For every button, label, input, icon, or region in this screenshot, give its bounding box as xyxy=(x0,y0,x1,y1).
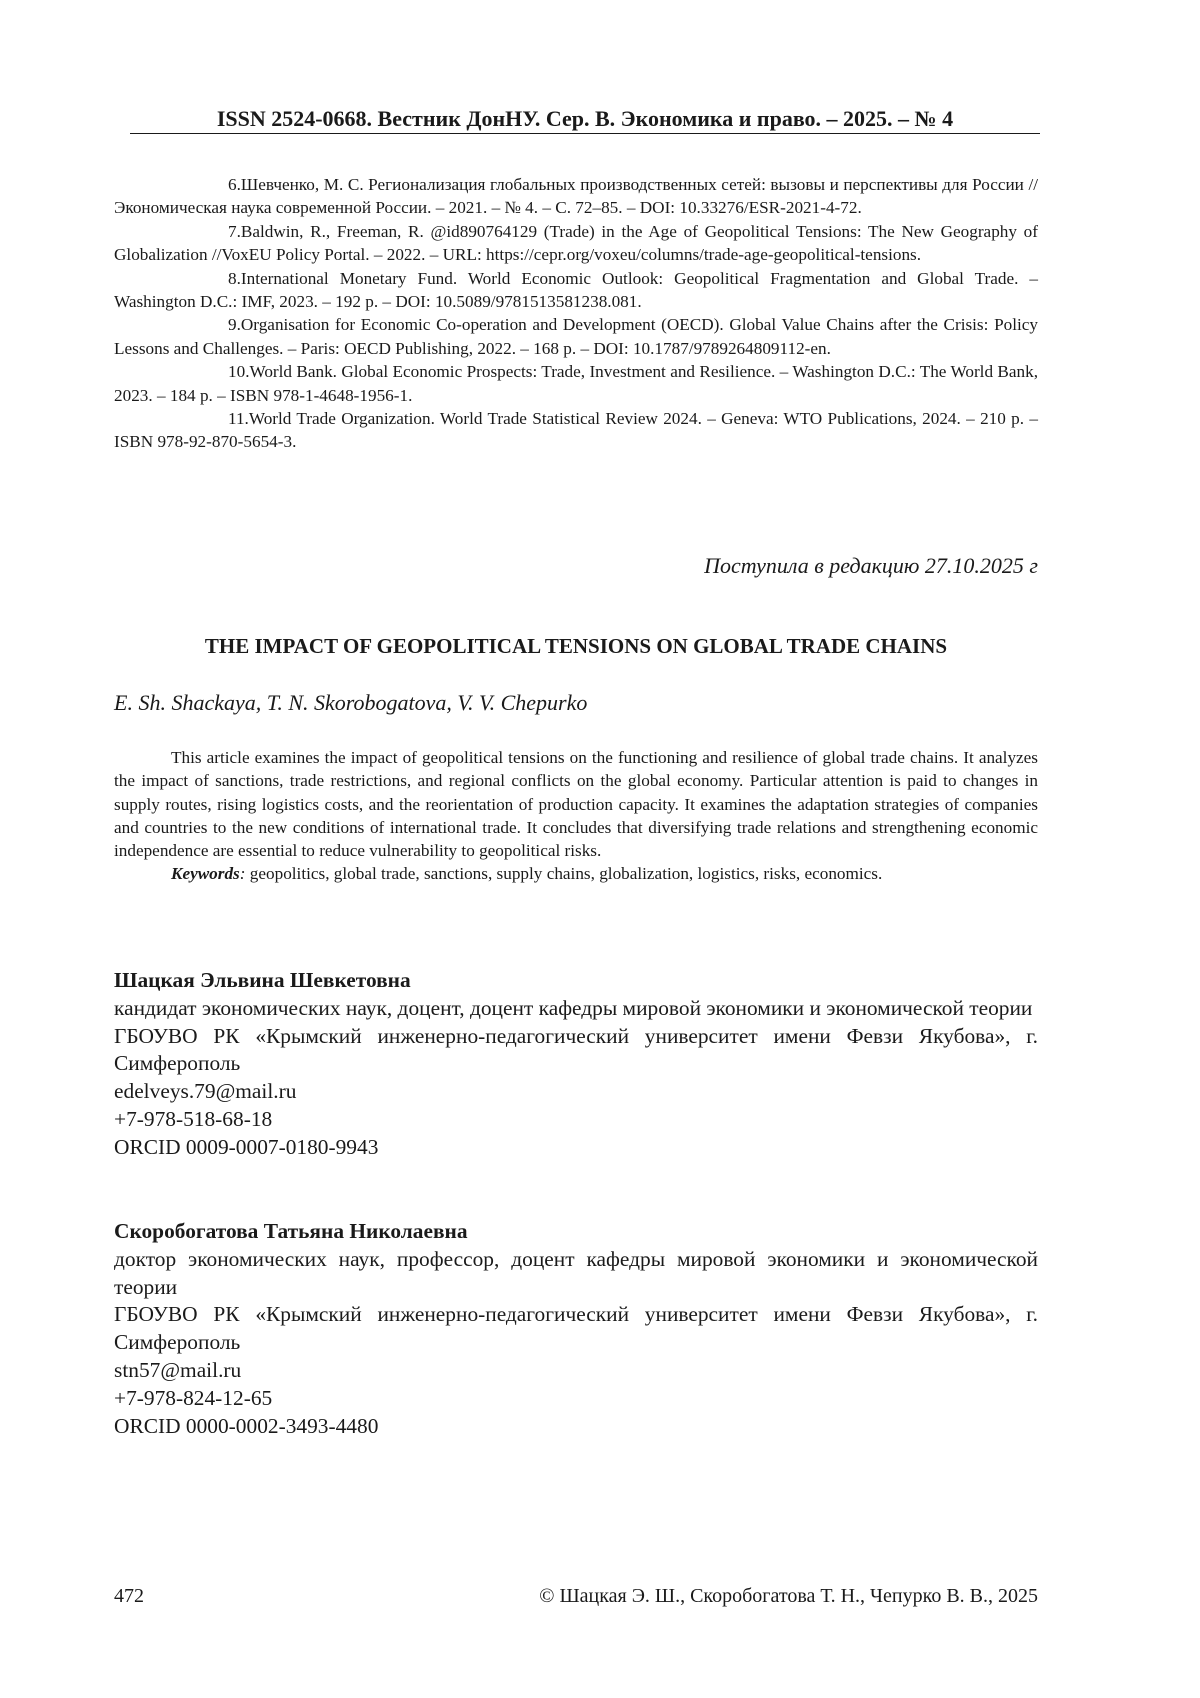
keywords-line xyxy=(114,862,1038,885)
reference-text: Organisation for Economic Co-operation and Development (OECD). Global Value Chains after the Crisis: Policy Lessons and Challenges. – Paris: OECD Publishing, 2022. – 168 p. – DOI: 10.1787/9789264809112-en. xyxy=(114,315,1038,358)
reference-text: World Bank. Global Economic Prospects: Trade, Investment and Resilience. – Washington D.C.: The World Bank, 2023. – 184 p. – ISBN 978-1-4648-1956-1. xyxy=(114,362,1038,405)
author-phone: +7-978-518-68-18 xyxy=(114,1106,273,1131)
header-divider xyxy=(130,133,1040,134)
journal-header: ISSN 2524-0668. Вестник ДонНУ. Сер. В. Экономика и право. – 2025. – № 4 xyxy=(216,106,954,131)
reference-text: International Monetary Fund. World Economic Outlook: Geopolitical Fragmentation and Global Trade. – Washington D.C.: IMF, 2023. – 192 p. – DOI: 10.5089/9781513581238.081. xyxy=(114,268,1038,312)
author-position: доктор экономических наук, профессор, доцент кафедры мировой экономики и экономической теории xyxy=(114,1246,1038,1299)
reference-item xyxy=(114,267,1038,314)
reference-item xyxy=(114,313,1038,360)
author-email: stn57@mail.ru xyxy=(114,1357,242,1382)
keywords-label: Keywords xyxy=(171,864,240,884)
keywords-text: geopolitics, global trade, sanctions, supply chains, globalization, logistics, risks, economics. xyxy=(245,864,883,884)
author-phone: +7-978-824-12-65 xyxy=(114,1385,273,1410)
author-name: Скоробогатова Татьяна Николаевна xyxy=(114,1219,468,1243)
author-orcid: ORCID 0009-0007-0180-9943 xyxy=(114,1134,379,1159)
author-email: edelveys.79@mail.ru xyxy=(114,1079,297,1104)
received-date: Поступила в редакцию 27.10.2025 г xyxy=(704,553,1038,578)
reference-item xyxy=(114,220,1038,267)
english-authors: E. Sh. Shackaya, T. N. Skorobogatova, V. V. Chepurko xyxy=(114,690,588,715)
reference-text: World Trade Organization. World Trade Statistical Review 2024. – Geneva: WTO Publications, 2024. – 210 p. – ISBN 978-92-870-5654-3. xyxy=(114,409,1038,452)
reference-number: 11. xyxy=(228,409,249,429)
reference-number: 9. xyxy=(228,315,241,335)
reference-text: Baldwin, R., Freeman, R. @id890764129 (Trade) in the Age of Geopolitical Tensions: The New Geography of Globalization //VoxEU Policy Portal. – 2022. – URL: https://cepr.org/voxeu/columns/trade-age-geopolitical-tensions. xyxy=(114,221,1038,265)
author-orcid: ORCID 0000-0002-3493-4480 xyxy=(114,1413,379,1438)
copyright-notice: © Шацкая Э. Ш., Скоробогатова Т. Н., Чепурко В. В., 2025 xyxy=(539,1585,1038,1607)
page-number: 472 xyxy=(114,1585,144,1607)
reference-item xyxy=(114,407,1038,454)
author-affiliation: ГБОУВО РК «Крымский инженерно-педагогический университет имени Февзи Якубова», г. Симферополь xyxy=(114,1302,1038,1355)
abstract-text: This article examines the impact of geopolitical tensions on the functioning and resilience of global trade chains. It analyzes the impact of sanctions, trade restrictions, and regional conflicts on the global economy. Particular attention is paid to changes in supply routes, rising logistics costs, and the reorientation of production capacity. It examines the adaptation strategies of companies and countries to the new conditions of international trade. It concludes that diversifying trade relations and strengthening economic independence are essential to reduce vulnerability to geopolitical risks. xyxy=(114,748,1038,861)
english-abstract xyxy=(114,746,1038,886)
reference-number: 8. xyxy=(228,268,241,288)
keywords-colon: : xyxy=(239,864,246,884)
reference-number: 7. xyxy=(228,221,241,241)
reference-item xyxy=(114,173,1038,220)
author-info xyxy=(114,967,1038,1162)
reference-number: 10. xyxy=(228,362,250,382)
reference-list xyxy=(114,173,1038,454)
author-position: кандидат экономических наук, доцент, доцент кафедры мировой экономики и экономической теории xyxy=(114,995,1033,1020)
reference-text: Шевченко, М. С. Регионализация глобальных производственных сетей: вызовы и перспективы для России // Экономическая наука современной России. – 2021. – № 4. – С. 72–85. – DOI: 10.33276/ESR-2021-4-72. xyxy=(114,175,1038,218)
english-title: THE IMPACT OF GEOPOLITICAL TENSIONS ON GLOBAL TRADE CHAINS xyxy=(204,634,948,658)
author-affiliation: ГБОУВО РК «Крымский инженерно-педагогический университет имени Февзи Якубова», г. Симферополь xyxy=(114,1023,1038,1076)
author-name: Шацкая Эльвина Шевкетовна xyxy=(114,968,411,992)
author-info xyxy=(114,1218,1038,1440)
reference-number: 6. xyxy=(228,175,241,194)
reference-item xyxy=(114,360,1038,407)
